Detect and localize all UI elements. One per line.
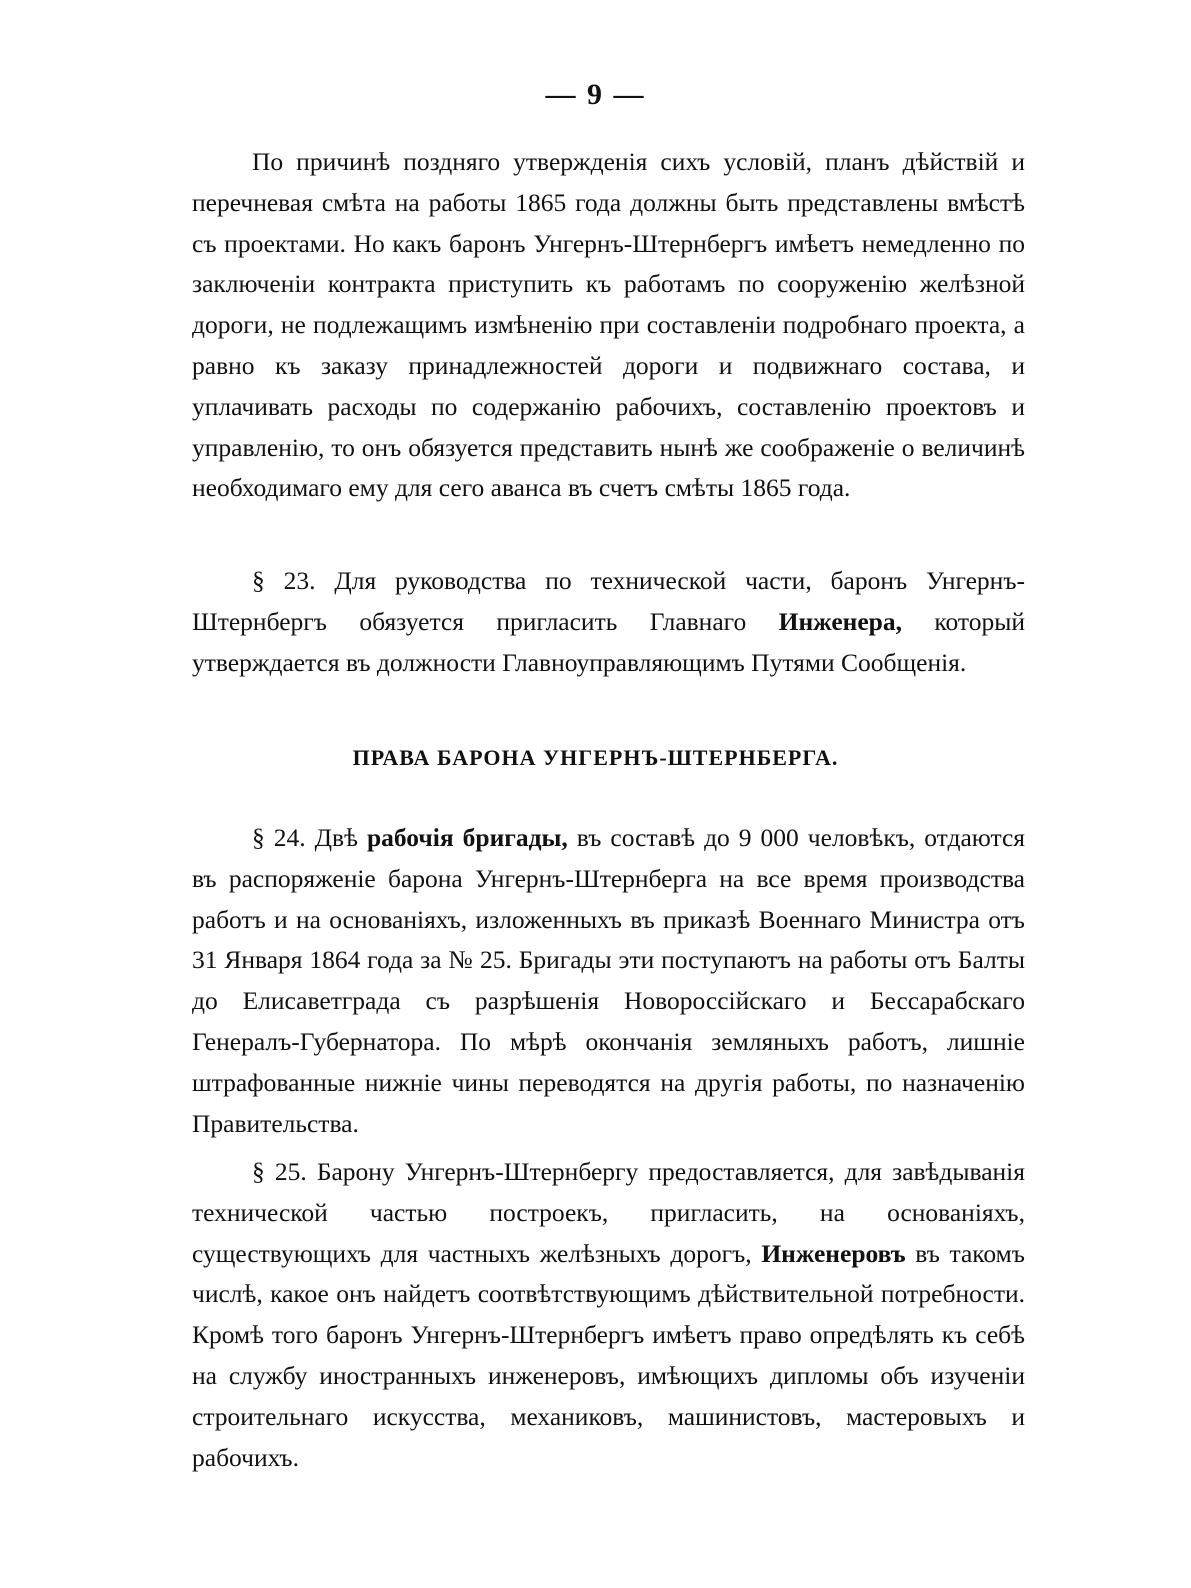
section-25-bold-term: Инженеровъ bbox=[761, 1238, 906, 1268]
section-25-text-end: въ такомъ числѣ, какое онъ найдетъ соотвѣтствующимъ дѣйствительной потребности. Кромѣ того баронъ Унгернъ-Штернбергъ имѣетъ право опредѣлять къ себѣ на службу иностранныхъ инженеровъ, имѣющихъ дипломы объ изученіи строительнаго искусства, механиковъ, машинистовъ, мастеровыхъ и рабочихъ. bbox=[192, 1238, 1025, 1472]
paragraph-plan-estimate bbox=[192, 142, 1025, 509]
page-number: — 9 — bbox=[545, 78, 646, 111]
section-23-bold-term: Инженера, bbox=[778, 606, 902, 636]
paragraph-section-24 bbox=[192, 818, 1025, 1144]
section-23-text-start: § 23. Для руководства по технической части, баронъ Унгернъ-Штернбергъ обязуется пригласить Главнаго bbox=[192, 566, 1025, 636]
section-23-text-end: который утверждается въ должности Главноуправляющимъ Путями Сообщенія. bbox=[192, 606, 1025, 677]
section-24-text-start: § 24. Двѣ bbox=[252, 823, 367, 852]
section-24-bold-term: рабочія бригады, bbox=[366, 823, 568, 852]
paragraph-text: По причинѣ поздняго утвержденія сихъ условій, планъ дѣйствій и перечневая смѣта на работы 1865 года должны быть представлены вмѣстѣ съ проектами. Но какъ баронъ Унгернъ-Штернбергъ имѣетъ немедленно по заключеніи контракта приступить къ работамъ по сооруженію желѣзной дороги, не подлежащимъ измѣненію при составленіи подробнаго проекта, а равно къ заказу принадлежностей дороги и подвижнаго состава, и уплачивать расходы по содержанію рабочихъ, составленію проектовъ и управленію, то онъ обязуется представить нынѣ же соображеніе о величинѣ необходимаго ему для сего аванса въ счетъ смѣты 1865 года. bbox=[192, 147, 1025, 503]
paragraph-section-25 bbox=[192, 1152, 1025, 1478]
paragraph-section-23 bbox=[192, 561, 1025, 683]
section-24-text-end: въ составѣ до 9 000 человѣкъ, отдаются въ распоряженіе барона Унгернъ-Штернберга на все время производства работъ и на основаніяхъ, изложенныхъ въ приказѣ Военнаго Министра отъ 31 Января 1864 года за № 25. Бригады эти поступаютъ на работы отъ Балты до Елисаветграда съ разрѣшенія Новороссійскаго и Бессарабскаго Генералъ-Губернатора. По мѣрѣ окончанія земляныхъ работъ, лишніе штрафованные нижніе чины переводятся на другія работы, по назначенію Правительства. bbox=[192, 823, 1026, 1138]
section-heading: ПРАВА БАРОНА УНГЕРНЪ-ШТЕРНБЕРГА. bbox=[352, 745, 839, 770]
section-25-text-start: § 25. Барону Унгернъ-Штернбергу предоставляется, для завѣдыванія технической частью построекъ, пригласить, на основаніяхъ, существующихъ для частныхъ желѣзныхъ дорогъ, bbox=[192, 1157, 1025, 1268]
